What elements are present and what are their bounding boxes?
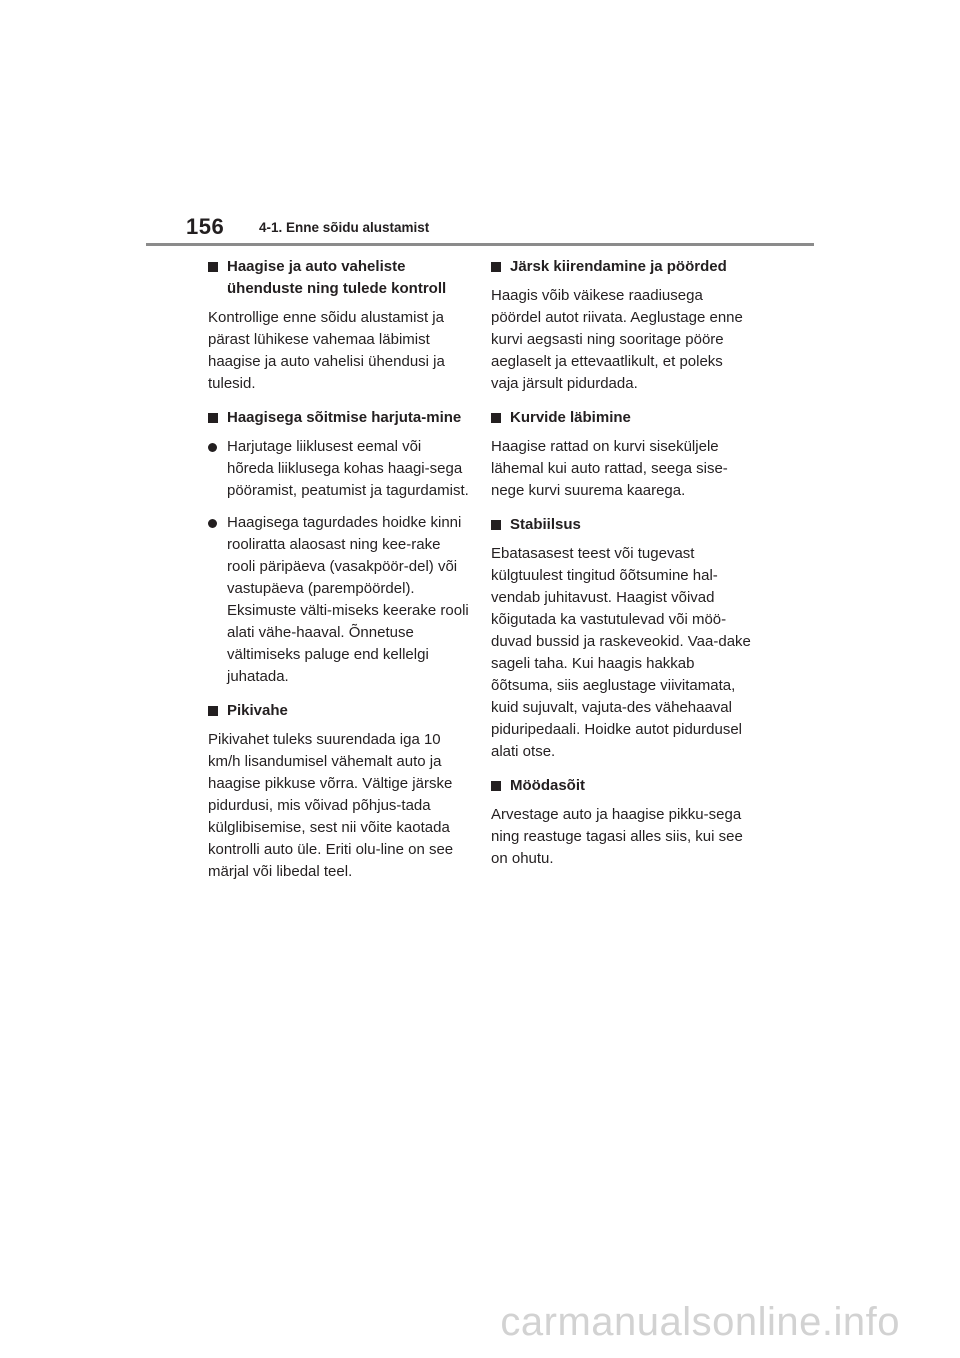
stability-section [491,514,753,763]
sudden-section [491,256,753,395]
square-bullet-icon [491,413,501,423]
paragraph: Pikivahet tuleks suurendada iga 10 km/h lisandumisel vähemalt auto ja haagise pikkuse võrra. Vältige järske pidurdusi, mis võivad põhjus-tada külglibisemise, sest nii võite kaotada kontrolli auto üle. Eriti olu-line on see märjal või libedal teel. [208,731,454,880]
paragraph: Arvestage auto ja haagise pikku-sega ning reastuge tagasi alles siis, kui see on ohutu. [491,806,743,867]
connections-section [208,256,470,395]
list-item [208,512,470,688]
square-bullet-icon [208,413,218,423]
practice-section [208,407,470,688]
header-divider [146,243,814,246]
list-item-text: Harjutage liiklusest eemal või hõreda liiklusega kohas haagi-sega pööramist, peatumist ja tagurdamist. [227,438,469,499]
bullet-dot-icon [208,519,217,528]
section-heading [491,775,753,797]
curves-section [491,407,753,502]
heading-text: Pikivahe [227,702,288,719]
list-item-text: Haagisega tagurdades hoidke kinni rooliratta alaosast ning kee-rake rooli päripäeva (vasakpöör-del) või vastupäeva (parempöördel). Eksimuste välti-miseks keerake rooli alati vähe-haaval. Õnnetuse vältimiseks paluge end kellelgi juhatada. [227,514,469,685]
heading-text: Järsk kiirendamine ja pöörded [510,258,727,275]
heading-text: Stabiilsus [510,516,581,533]
left-column [208,256,470,895]
square-bullet-icon [491,781,501,791]
bullet-dot-icon [208,443,217,452]
watermark: carmanualsonline.info [500,1300,900,1344]
distance-section [208,700,470,883]
square-bullet-icon [491,262,501,272]
heading-text: Haagisega sõitmise harjuta-mine [227,409,462,426]
overtaking-section [491,775,753,870]
right-column [491,256,753,882]
heading-text: Möödasõit [510,777,585,794]
paragraph: Kontrollige enne sõidu alustamist ja pärast lühikese vahemaa läbimist haagise ja auto vahelisi ühendusi ja tulesid. [208,309,445,392]
heading-text: Haagise ja auto vaheliste ühenduste ning tulede kontroll [227,258,447,297]
paragraph: Haagis võib väikese raadiusega pöördel autot riivata. Aeglustage enne kurvi aegsasti ning sooritage pööre aeglaselt ja ettevaatlikult, et poleks vaja järsult pidurdada. [491,287,743,392]
section-heading [491,256,753,278]
section-heading [491,514,753,536]
page-number: 156 [186,214,225,239]
square-bullet-icon [208,706,218,716]
section-heading [208,700,470,722]
section-heading [491,407,753,429]
square-bullet-icon [491,520,501,530]
paragraph: Haagise rattad on kurvi siseküljele lähemal kui auto rattad, seega sise-nege kurvi suurema kaarega. [491,438,728,499]
square-bullet-icon [208,262,218,272]
section-heading [208,407,470,429]
section-title: 4-1. Enne sõidu alustamist [259,220,430,235]
paragraph: Ebatasasest teest või tugevast külgtuulest tingitud õõtsumine hal-vendab juhitavust. Haagist võivad kõigutada ka vastutulevad või möö-duvad bussid ja raskeveokid. Vaa-dake sageli taha. Kui haagis hakkab õõtsuma, siis aeglustage viivitamata, kuid sujuvalt, vajuta-des vähehaaval piduripedaali. Hoidke autot pidurdusel alati otse. [491,545,751,760]
list-item [208,436,470,502]
heading-text: Kurvide läbimine [510,409,631,426]
section-heading [208,256,470,300]
